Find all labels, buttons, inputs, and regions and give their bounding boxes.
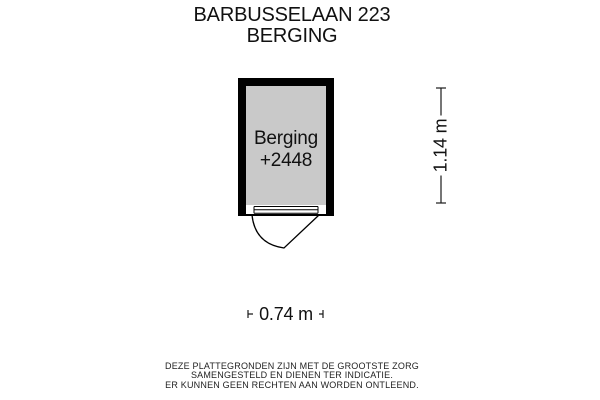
room-code: +2448: [259, 150, 313, 171]
disclaimer-line-2: SAMENGESTELD EN DIENEN TER INDICATIE.: [190, 370, 394, 381]
room-label: [230, 128, 342, 172]
disclaimer-line-3: ER KUNNEN GEEN RECHTEN AAN WORDEN ONTLEEND.: [165, 379, 419, 390]
title-subtitle: BERGING: [246, 25, 338, 47]
dimension-height-label: 1.14 m: [431, 116, 452, 176]
title-address: BARBUSSELAAN 223: [193, 4, 391, 26]
disclaimer-line-1: DEZE PLATTEGRONDEN ZIJN MET DE GROOTSTE ZORG: [165, 361, 419, 371]
door-swing-icon: [252, 215, 319, 248]
room-name: Berging: [253, 128, 319, 149]
disclaimer: [0, 362, 584, 390]
dimension-width-label: 0.74 m: [253, 304, 319, 324]
page-title: [0, 5, 584, 47]
